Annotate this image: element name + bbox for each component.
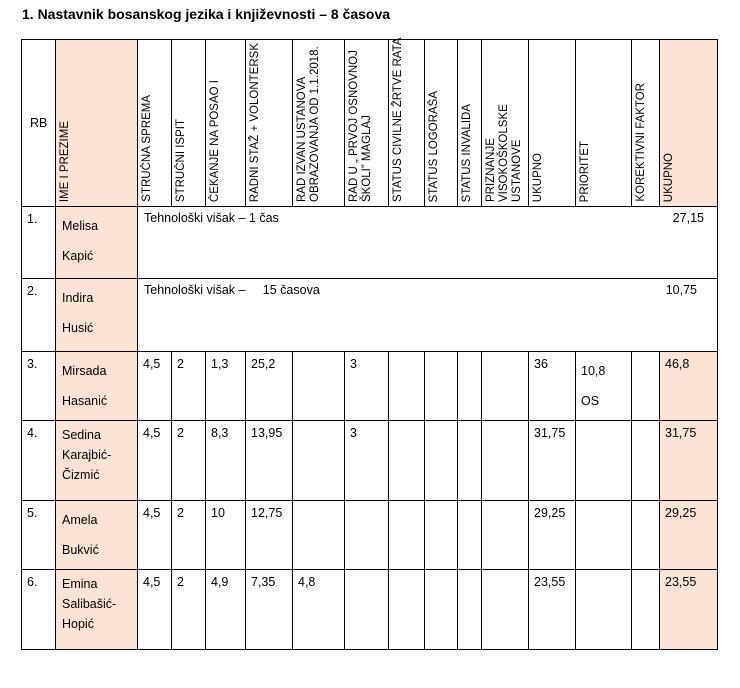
row-name: Sedina Karajbić- Čizmić xyxy=(56,421,138,501)
header-strucna-sprema: STRUČNA SPREMA xyxy=(141,95,153,202)
cell-rad-u-skoli xyxy=(345,501,389,570)
page-title: 1. Nastavnik bosanskog jezika i književnosti – 8 časova xyxy=(22,6,391,22)
cell-cekanje: 8,3 xyxy=(206,421,246,501)
table-row xyxy=(22,352,718,421)
cell-rad-u-skoli xyxy=(345,570,389,650)
cell-strucni-ispit: 2 xyxy=(172,352,206,421)
header-rad-u-skoli: RAD U „ PRVOJ OSNOVNOJ ŠKOLI” MAGLAJ xyxy=(348,50,373,202)
header-civilne: STATUS CIVILNE ŽRTVE RATA xyxy=(392,37,404,202)
row-name: Emina Salibašić- Hopić xyxy=(56,570,138,650)
row-rb: 2. xyxy=(22,279,56,352)
header-rb: RB xyxy=(22,40,56,207)
header-logorasa: STATUS LOGORAŠA xyxy=(428,90,440,202)
table-row xyxy=(22,279,718,352)
cell-cekanje: 4,9 xyxy=(206,570,246,650)
cell-rad-izvan: 4,8 xyxy=(293,570,345,650)
header-ukupno-1: UKUPNO xyxy=(532,152,544,202)
header-ime: IME I PREZIME xyxy=(59,120,71,202)
table-row xyxy=(22,421,718,501)
row-total: 27,15 xyxy=(672,211,704,225)
header-row xyxy=(22,40,718,207)
row-name: Amela Bukvić xyxy=(56,501,138,570)
cell-rad-u-skoli: 3 xyxy=(345,421,389,501)
cell-prioritet xyxy=(576,570,632,650)
cell-prioritet: 10,8 OS xyxy=(576,352,632,421)
row-rb: 5. xyxy=(22,501,56,570)
row-name: Melisa Kapić xyxy=(56,207,138,279)
row-note: Tehnološki višak – 1 čas 27,15 xyxy=(138,207,718,279)
header-strucni-ispit: STRUČNI ISPIT xyxy=(175,118,187,202)
row-name: Mirsada Hasanić xyxy=(56,352,138,421)
header-priznanje: PRIZNANJE VISOKOŠKOLSKE USTANOVE xyxy=(485,104,523,202)
cell-cekanje: 10 xyxy=(206,501,246,570)
row-rb: 1. xyxy=(22,207,56,279)
table-row xyxy=(22,501,718,570)
cell-radni-staz: 7,35 xyxy=(246,570,293,650)
header-korektivni: KOREKTIVNI FAKTOR xyxy=(635,83,647,202)
row-name: Indira Husić xyxy=(56,279,138,352)
cell-rad-izvan xyxy=(293,352,345,421)
table-row xyxy=(22,207,718,279)
cell-radni-staz: 25,2 xyxy=(246,352,293,421)
header-invalida: STATUS INVALIDA xyxy=(461,103,473,202)
table-row xyxy=(22,570,718,650)
cell-ukupno-final: 23,55 xyxy=(660,570,718,650)
cell-ukupno-final: 29,25 xyxy=(660,501,718,570)
header-radni-staz: RADNI STAŽ + VOLONTERSK xyxy=(249,42,261,202)
cell-rad-izvan xyxy=(293,501,345,570)
header-prioritet: PRIORITET xyxy=(579,140,591,202)
row-note: Tehnološki višak – 15 časova 10,75 xyxy=(138,279,718,352)
header-ukupno-2: UKUPNO xyxy=(663,152,675,202)
cell-ukupno: 31,75 xyxy=(529,421,576,501)
header-rad-izvan: RAD IZVAN USTANOVA OBRAZOVANJA OD 1.1.2018. xyxy=(296,46,321,202)
cell-cekanje: 1,3 xyxy=(206,352,246,421)
cell-ukupno: 36 xyxy=(529,352,576,421)
cell-strucna-sprema: 4,5 xyxy=(138,421,172,501)
cell-strucna-sprema: 4,5 xyxy=(138,570,172,650)
cell-ukupno: 23,55 xyxy=(529,570,576,650)
cell-ukupno: 29,25 xyxy=(529,501,576,570)
cell-strucni-ispit: 2 xyxy=(172,570,206,650)
header-cekanje: ČEKANJE NA POSAO I xyxy=(209,79,221,202)
cell-prioritet xyxy=(576,421,632,501)
cell-ukupno-final: 31,75 xyxy=(660,421,718,501)
cell-ukupno-final: 46,8 xyxy=(660,352,718,421)
cell-strucna-sprema: 4,5 xyxy=(138,501,172,570)
cell-rad-izvan xyxy=(293,421,345,501)
cell-rad-u-skoli: 3 xyxy=(345,352,389,421)
cell-radni-staz: 13,95 xyxy=(246,421,293,501)
cell-strucna-sprema: 4,5 xyxy=(138,352,172,421)
cell-strucni-ispit: 2 xyxy=(172,421,206,501)
ranking-table xyxy=(21,39,718,650)
cell-radni-staz: 12,75 xyxy=(246,501,293,570)
cell-strucni-ispit: 2 xyxy=(172,501,206,570)
cell-prioritet xyxy=(576,501,632,570)
row-rb: 6. xyxy=(22,570,56,650)
row-rb: 4. xyxy=(22,421,56,501)
row-total: 10,75 xyxy=(665,283,697,297)
row-rb: 3. xyxy=(22,352,56,421)
